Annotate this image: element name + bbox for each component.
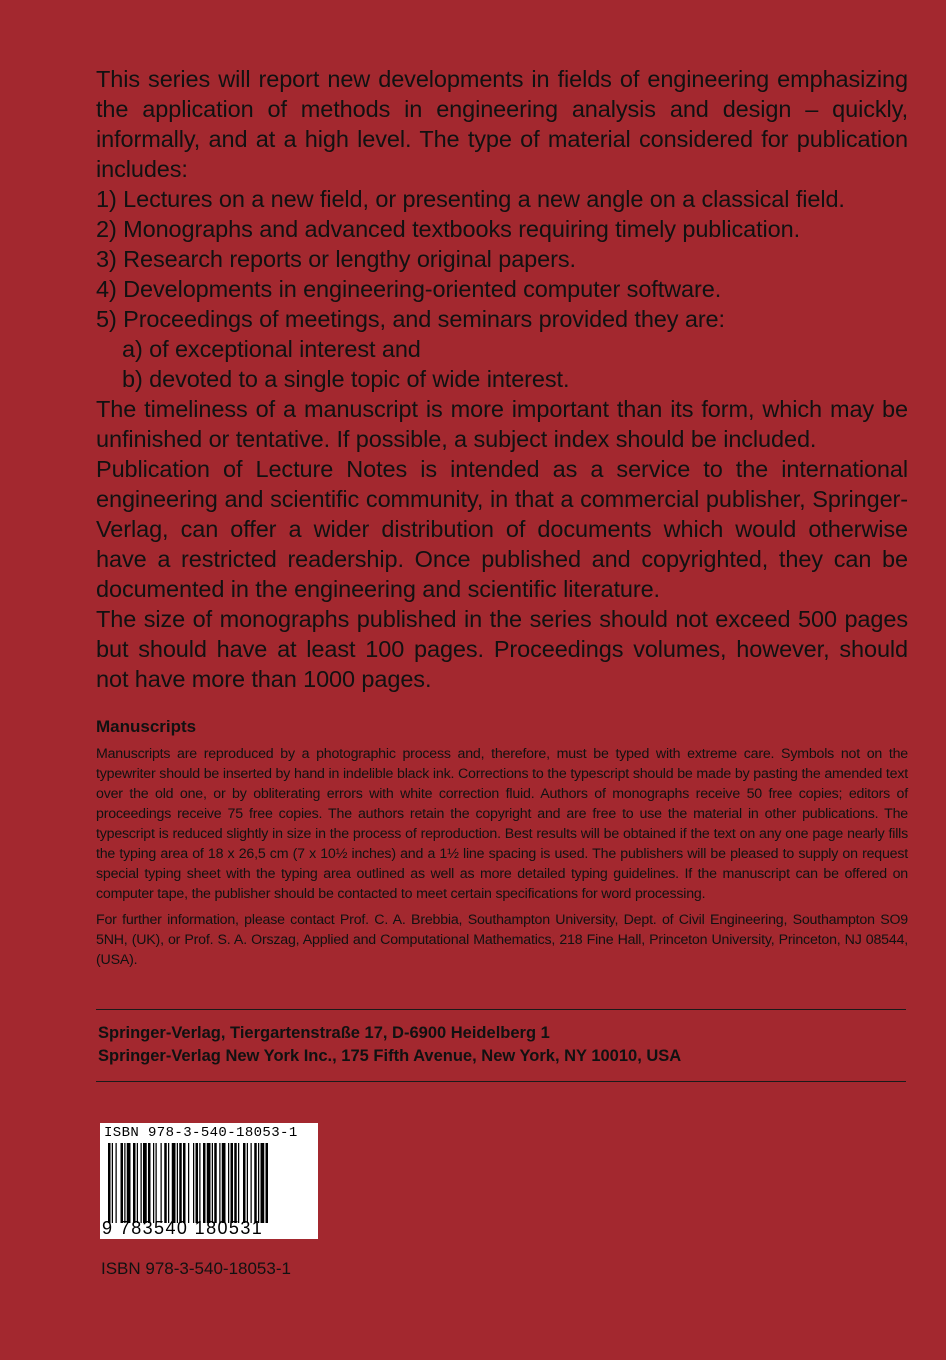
list-item: 3) Research reports or lengthy original papers. bbox=[96, 246, 576, 272]
barcode-bar bbox=[261, 1143, 265, 1223]
barcode-bar bbox=[212, 1143, 213, 1223]
barcode-digits: 9 783540 180531 bbox=[102, 1218, 264, 1238]
publisher-address-heidelberg: Springer-Verlag, Tiergartenstraße 17, D-6900 Heidelberg 1 bbox=[98, 1024, 550, 1042]
barcode-bar bbox=[238, 1143, 239, 1223]
series-description bbox=[96, 64, 908, 694]
manuscripts-body: Manuscripts are reproduced by a photographic process and, therefore, must be typed with extreme care. Symbols not on the typewriter should be inserted by hand in indelible black ink. Corrections to the typescript should be made by pasting the amended text over the old one, or by obliterating errors with white correction fluid. Authors of monographs receive 50 free copies; editors of proceedings receive 75 free copies. The authors retain the copyright and are free to use the material in other publications. The typescript is reduced slightly in size in the process of reproduction. Best results will be obtained if the text on any one page nearly fills the typing area of 18 x 26,5 cm (7 x 10½ inches) and a 1½ line spacing is used. The publishers will be pleased to supply on request special typing sheet with the typing area outlined as well as more detailed typing guidelines. If the manuscript can be offered on computer tape, the publisher should be contacted to meet certain specifications for word processing. bbox=[96, 746, 908, 902]
proceedings-conditions-list bbox=[96, 334, 908, 394]
top-divider bbox=[96, 1009, 906, 1010]
barcode-bar bbox=[172, 1143, 176, 1223]
barcode-bar bbox=[127, 1143, 131, 1223]
barcode-bar bbox=[251, 1143, 252, 1223]
barcode-bars bbox=[108, 1143, 312, 1223]
isbn-number: ISBN 978-3-540-18053-1 bbox=[101, 1259, 291, 1278]
list-item: 1) Lectures on a new field, or presenting a new angle on a classical field. bbox=[96, 186, 845, 212]
barcode-bar bbox=[228, 1143, 229, 1223]
barcode-bar bbox=[219, 1143, 220, 1223]
barcode-bar bbox=[156, 1143, 157, 1223]
publisher-addresses bbox=[98, 1022, 908, 1068]
barcode-bar bbox=[203, 1143, 206, 1223]
barcode-bar bbox=[153, 1143, 154, 1223]
intro-opening: This series will report new developments in fields of engineering emphasizing the application of methods in engineering analysis and design – quickly, informally, and at a high level. The type of material considered for publication includes: bbox=[96, 66, 908, 182]
barcode-bar bbox=[231, 1143, 234, 1223]
list-item: b) devoted to a single topic of wide interest. bbox=[122, 366, 570, 392]
timeliness-paragraph: The timeliness of a manuscript is more important than its form, which may be unfinished or tentative. If possible, a subject index should be included. bbox=[96, 396, 908, 452]
publisher-address-new-york: Springer-Verlag New York Inc., 175 Fifth Avenue, New York, NY 10010, USA bbox=[98, 1047, 682, 1065]
barcode bbox=[100, 1123, 318, 1239]
barcode-bar bbox=[141, 1143, 142, 1223]
barcode-bar bbox=[116, 1143, 117, 1223]
bottom-divider bbox=[96, 1081, 906, 1082]
list-item: a) of exceptional interest and bbox=[122, 336, 421, 362]
barcode-bar bbox=[199, 1143, 200, 1223]
barcode-bar bbox=[193, 1143, 194, 1223]
barcode-bar bbox=[168, 1143, 169, 1223]
barcode-isbn-label: ISBN 978-3-540-18053-1 bbox=[104, 1125, 298, 1141]
material-types-list bbox=[96, 184, 908, 334]
size-paragraph: The size of monographs published in the series should not exceed 500 pages but should have at least 100 pages. Proceedings volumes, however, should not have more than 1000 pages. bbox=[96, 606, 908, 692]
further-information: For further information, please contact Prof. C. A. Brebbia, Southampton University, Dept. of Civil Engineering, Southampton SO9 5NH, (UK), or Prof. S. A. Orszag, Applied and Computational Mathematics, 218 Fine Hall, Princeton University, Princeton, NJ 08544, (USA). bbox=[96, 912, 908, 968]
list-item: 4) Developments in engineering-oriented computer software. bbox=[96, 276, 722, 302]
barcode-bar bbox=[161, 1143, 162, 1223]
publication-paragraph: Publication of Lecture Notes is intended as a service to the international engineering and scientific community, in that a commercial publisher, Springer-Verlag, can offer a wider distribution of documents which would otherwise have a restricted readership. Once published and copyrighted, they can be documented in the engineering and scientific literature. bbox=[96, 456, 908, 602]
barcode-bar bbox=[108, 1143, 111, 1223]
barcode-bar bbox=[143, 1143, 147, 1223]
barcode-bar bbox=[266, 1143, 269, 1223]
barcode-bar bbox=[207, 1143, 211, 1223]
manuscripts-heading: Manuscripts bbox=[96, 717, 197, 736]
barcode-bar bbox=[188, 1143, 189, 1223]
barcode-bar bbox=[247, 1143, 248, 1223]
barcode-bar bbox=[124, 1143, 125, 1223]
barcode-bar bbox=[243, 1143, 246, 1223]
barcode-bar bbox=[222, 1143, 226, 1223]
barcode-bar bbox=[177, 1143, 178, 1223]
barcode-bar bbox=[133, 1143, 136, 1223]
barcode-bar bbox=[234, 1143, 237, 1223]
list-item: 5) Proceedings of meetings, and seminars provided they are: bbox=[96, 306, 725, 332]
barcode-bar bbox=[214, 1143, 217, 1223]
barcode-bar bbox=[112, 1143, 113, 1223]
barcode-bar bbox=[196, 1143, 199, 1223]
barcode-bar bbox=[121, 1143, 124, 1223]
barcode-bar bbox=[148, 1143, 151, 1223]
list-item: 2) Monographs and advanced textbooks requiring timely publication. bbox=[96, 216, 801, 242]
barcode-bar bbox=[258, 1143, 259, 1223]
barcode-bar bbox=[183, 1143, 186, 1223]
barcode-bar bbox=[179, 1143, 182, 1223]
barcode-bar bbox=[254, 1143, 257, 1223]
barcode-bar bbox=[137, 1143, 138, 1223]
manuscripts-section bbox=[96, 716, 908, 970]
barcode-bar bbox=[164, 1143, 167, 1223]
